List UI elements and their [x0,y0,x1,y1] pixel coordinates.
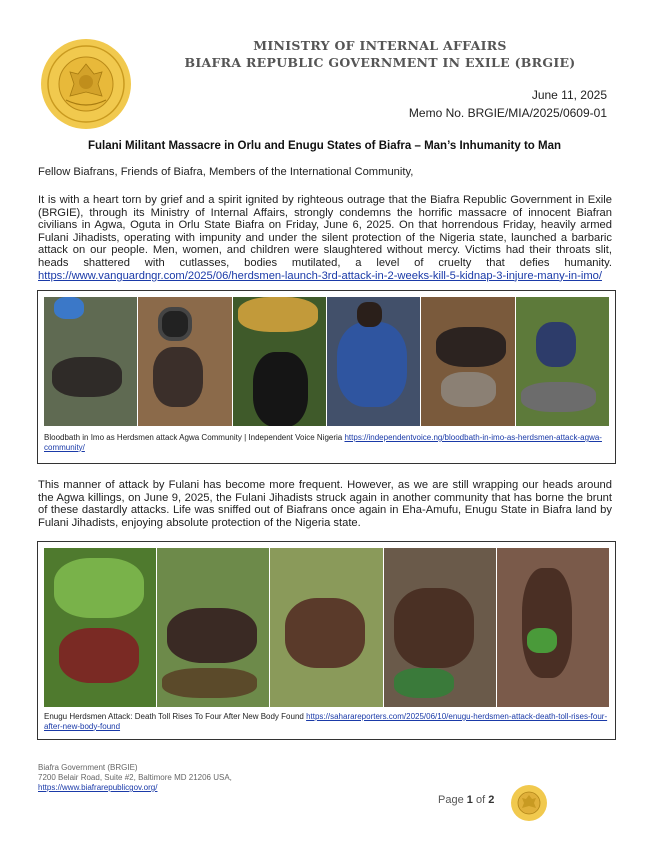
paragraph-eha-amufu: This manner of attack by Fulani has become more frequent. However, as we are still wrapping our heads around the Agwa killings, on June 9, 2025, the Fulani Jihadists struck again in another community that has borne the brunt of these dastardly attacks. Life was sniffed out of Biafrans once again in Eha-Amufu, Enugu State in Biafra land by Fulani Jihadists, enjoying absolute protection of the Nigeria state. [38,479,612,529]
photo-strip-agwa [44,297,609,426]
photo [270,548,383,707]
caption-text: Enugu Herdsmen Attack: Death Toll Rises To Four After New Body Found [44,712,304,721]
photo [138,297,232,426]
photo [327,297,421,426]
government-name: BIAFRA REPUBLIC GOVERNMENT IN EXILE (BRGIE) [184,55,576,70]
memo-number: Memo No. BRGIE/MIA/2025/0609-01 [408,106,607,120]
memo-title: Fulani Militant Massacre in Orlu and Enugu States of Biafra – Man’s Inhumanity to Man [87,140,562,152]
photo [233,297,327,426]
photo [157,548,270,707]
memo-date: June 11, 2025 [531,88,607,102]
ministry-name: MINISTRY OF INTERNAL AFFAIRS [253,38,507,53]
salutation: Fellow Biafrans, Friends of Biafra, Members of the International Community, [38,166,414,178]
figure-enugu-photos [37,541,616,740]
photo [497,548,609,707]
government-website-link[interactable]: https://www.biafrarepublicgov.org/ [38,783,158,792]
photo [384,548,497,707]
ministry-seal-logo [40,38,132,130]
saharareporters-link[interactable]: https://saharareporters.com/2025/06/10/enugu-herdsmen-attack-death-toll-rises-four-after-new-body-found [44,712,608,731]
footer-address [38,763,232,793]
photo [516,297,609,426]
independentvoice-link[interactable]: https://independentvoice.ng/bloodbath-in-imo-as-herdsmen-attack-agwa-community/ [44,433,602,452]
vanguard-article-link[interactable]: https://www.vanguardngr.com/2025/06/herdsmen-launch-3rd-attack-in-2-weeks-kill-5-kidnap-3-injure-many-in-imo/ [38,269,602,282]
figure-agwa-photos [37,290,616,464]
photo [44,548,157,707]
figure-enugu-caption [44,712,609,731]
paragraph-agwa [38,194,612,282]
photo [44,297,138,426]
photo-strip-enugu [44,548,609,707]
caption-text: Bloodbath in Imo as Herdsmen attack Agwa Community | Independent Voice Nigeria [44,433,343,442]
paragraph-agwa-text: It is with a heart torn by grief and a spirit ignited by righteous outrage that the Biafra Republic Government in Exile (BRGIE), through its Ministry of Internal Affairs, strongly condemns the horrific massacre of innocent Biafran civilians in Agwa, Oguta in Orlu State Biafra on Friday, June 6, 2025. On that horrendous Friday, heavily armed Fulani Jihadists, operating with impunity and under the silent protection of the Nigeria state, launched a barbaric attack on our people. Men, women, and children were slaughtered without mercy. Victims had their throats slit, heads shattered with cutlasses, bodies mutilated, a level of cruelty that defies humanity. [38,194,612,269]
photo [421,297,515,426]
footer-address-line: 7200 Belair Road, Suite #2, Baltimore MD 21206 USA, [38,773,232,782]
footer-org: Biafra Government (BRGIE) [38,763,138,772]
figure-agwa-caption [44,433,609,452]
page-number: Page 1 of 2 [438,794,495,806]
footer-seal-logo [510,784,548,822]
